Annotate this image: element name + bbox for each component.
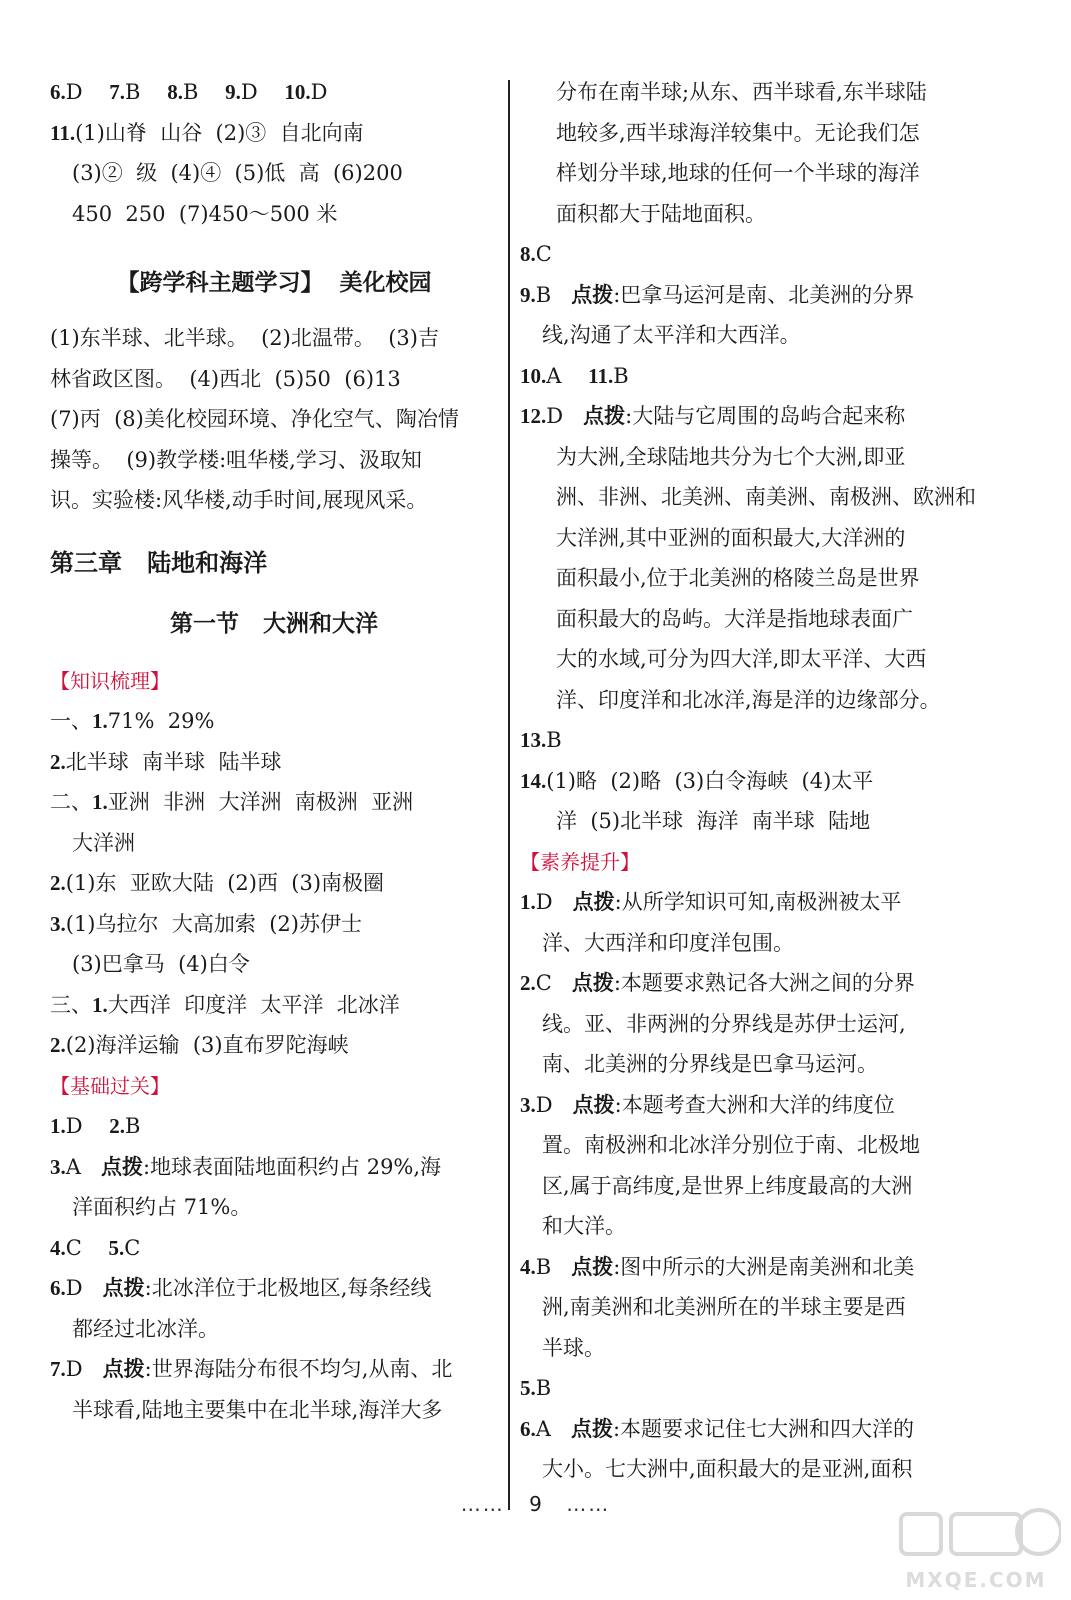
left-line: [50, 1066, 498, 1107]
text-segment: :大陆与它周围的岛屿合起来称: [625, 404, 906, 428]
item-number: 1.: [92, 790, 108, 814]
right-line: [520, 72, 972, 113]
item-number: 2.: [50, 749, 66, 774]
right-line: [520, 1004, 972, 1045]
item-number: 12.: [520, 404, 547, 428]
right-line: [520, 558, 972, 599]
right-line: [520, 356, 972, 397]
text-segment: D: [65, 1357, 103, 1381]
left-line: [50, 1106, 498, 1147]
text-segment: :世界海陆分布很不均匀,从南、北: [144, 1357, 453, 1381]
text-segment: :北冰洋位于北极地区,每条经线: [144, 1276, 432, 1300]
left-column: [50, 72, 498, 1430]
item-number: 7.: [109, 80, 126, 104]
item-number: 5.: [108, 1235, 125, 1260]
left-line: [50, 113, 498, 154]
right-line: [520, 923, 972, 964]
hint-label: 点拨: [572, 1092, 615, 1117]
right-line: [520, 234, 972, 275]
item-number: 1.: [50, 1114, 66, 1138]
item-number: 6.: [50, 1276, 66, 1300]
left-line: [50, 863, 498, 904]
text-segment: (1)乌拉尔 大高加索 (2)苏伊士: [65, 911, 362, 936]
text-segment: 450 250 (7)450～500 米: [72, 201, 338, 226]
text-segment: 半球。: [542, 1335, 605, 1360]
hint-label: 点拨: [572, 890, 615, 914]
column-divider: [508, 80, 510, 1510]
right-line: [520, 518, 972, 559]
text-segment: B: [546, 728, 562, 752]
text-segment: C: [535, 971, 572, 995]
text-segment: 三、: [50, 992, 92, 1017]
item-number: 6.: [520, 1416, 536, 1441]
text-segment: A: [65, 1154, 101, 1179]
text-segment: B: [535, 1254, 572, 1279]
right-line: [520, 1247, 972, 1288]
left-line: [50, 1147, 498, 1188]
right-line: [520, 1166, 972, 1207]
left-line: [50, 701, 498, 742]
item-number: 14.: [520, 768, 547, 793]
item-number: 7.: [50, 1357, 66, 1381]
text-segment: :本题考查大洲和大洋的纬度位: [614, 1092, 895, 1117]
right-line: [520, 842, 972, 883]
right-column: [520, 72, 976, 1490]
text-segment: 大洋洲,其中亚洲的面积最大,大洋洲的: [556, 525, 906, 550]
right-line: [520, 1328, 972, 1369]
left-line: [50, 72, 498, 113]
text-segment: 面积最小,位于北美洲的格陵兰岛是世界: [556, 566, 920, 590]
right-line: [520, 1085, 972, 1126]
text-segment: (3)② 级 (4)④ (5)低 高 (6)200: [72, 161, 403, 185]
text-segment: 样划分半球,地球的任何一个半球的海洋: [556, 161, 920, 185]
text-segment: 和大洋。: [542, 1214, 626, 1238]
hint-label: 点拨: [100, 1154, 143, 1179]
item-number: 8.: [167, 80, 183, 104]
text-segment: 北半球 南半球 陆半球: [65, 749, 282, 774]
text-segment: (2)海洋运输 (3)直布罗陀海峡: [65, 1033, 349, 1057]
text-segment: 洲,南美洲和北美洲所在的半球主要是西: [542, 1295, 906, 1319]
text-segment: 分布在南半球;从东、西半球看,东半球陆: [556, 80, 927, 104]
text-segment: 大西洋 印度洋 太平洋 北冰洋: [107, 992, 400, 1017]
item-number: 11.: [588, 363, 614, 388]
right-line: [520, 1287, 972, 1328]
left-line: [50, 1349, 498, 1390]
text-segment: A: [535, 1416, 571, 1441]
text-segment: B: [125, 1114, 141, 1138]
right-line: [520, 1125, 972, 1166]
left-line: [50, 823, 498, 864]
text-segment: 洋 (5)北半球 海洋 南半球 陆地: [556, 809, 871, 833]
text-segment: 操等。 (9)教学楼:咀华楼,学习、汲取知: [50, 447, 422, 472]
text-segment: 洲、非洲、北美洲、南美洲、南极洲、欧洲和: [556, 485, 976, 509]
text-segment: D: [65, 80, 110, 104]
left-line: [50, 593, 498, 655]
text-segment: D: [65, 1114, 110, 1138]
left-line: [50, 1187, 498, 1228]
text-segment: B: [182, 80, 226, 104]
item-number: 10.: [520, 363, 547, 388]
right-line: [520, 882, 972, 923]
item-number: 2.: [109, 1114, 126, 1138]
left-line: [50, 399, 498, 440]
item-number: 3.: [50, 1154, 66, 1179]
text-segment: :从所学知识可知,南极洲被太平: [614, 890, 902, 914]
left-line: [50, 153, 498, 194]
text-segment: B: [613, 363, 629, 388]
text-segment: 第一节 大洲和大洋: [169, 610, 379, 637]
text-segment: (3)巴拿马 (4)白令: [72, 952, 250, 976]
text-segment: (1)略 (2)略 (3)白令海峡 (4)太平: [546, 768, 874, 793]
item-number: 2.: [520, 971, 536, 995]
text-segment: 大小。七大洲中,面积最大的是亚洲,面积: [542, 1457, 913, 1481]
text-segment: 置。南极洲和北冰洋分别位于南、北极地: [542, 1133, 920, 1157]
left-line: [50, 533, 498, 593]
hint-label: 点拨: [583, 404, 626, 428]
left-line: [50, 440, 498, 481]
left-line: [50, 904, 498, 945]
right-line: [520, 761, 972, 802]
right-line: [520, 396, 972, 437]
left-line: [50, 944, 498, 985]
text-segment: 71% 29%: [107, 709, 215, 733]
section-tag: 【素养提升】: [520, 849, 640, 874]
item-number: 9.: [225, 80, 241, 104]
left-line: [50, 1025, 498, 1066]
hint-label: 点拨: [571, 1254, 614, 1279]
item-number: 13.: [520, 728, 547, 752]
text-segment: A: [546, 363, 589, 388]
item-number: 10.: [284, 80, 311, 104]
text-segment: B: [535, 1376, 552, 1400]
hint-label: 点拨: [102, 1357, 145, 1381]
text-segment: 都经过北冰洋。: [72, 1316, 219, 1341]
text-segment: D: [535, 1092, 573, 1117]
left-line: [50, 318, 498, 359]
item-number: 1.: [520, 890, 536, 914]
left-line: [50, 194, 498, 235]
text-segment: D: [310, 80, 328, 104]
text-segment: D: [65, 1276, 103, 1300]
item-number: 2.: [50, 871, 66, 895]
hint-label: 点拨: [570, 1416, 613, 1441]
text-segment: :图中所示的大洲是南美洲和北美: [613, 1254, 915, 1279]
left-line: [50, 1390, 498, 1431]
section-tag: 【知识梳理】: [50, 668, 170, 693]
item-number: 3.: [520, 1092, 536, 1117]
hint-label: 点拨: [102, 1276, 145, 1300]
right-line: [520, 963, 972, 1004]
item-number: 2.: [50, 1033, 66, 1057]
text-segment: 一、: [50, 709, 92, 733]
right-line: [520, 1206, 972, 1247]
text-segment: C: [535, 242, 552, 266]
item-number: 1.: [92, 709, 108, 733]
text-segment: 二、: [50, 790, 92, 814]
right-line: [520, 1409, 972, 1450]
right-line: [520, 275, 972, 316]
section-tag: 【基础过关】: [50, 1073, 170, 1098]
text-segment: D: [546, 404, 584, 428]
right-line: [520, 1449, 972, 1490]
text-segment: 大的水域,可分为四大洋,即太平洋、大西: [556, 647, 927, 671]
item-number: 11.: [50, 120, 76, 145]
text-segment: 半球看,陆地主要集中在北半球,海洋大多: [72, 1397, 443, 1422]
item-number: 8.: [520, 242, 536, 266]
text-segment: 地较多,西半球海洋较集中。无论我们怎: [556, 120, 920, 145]
text-segment: 第三章 陆地和海洋: [50, 548, 268, 577]
footer-dots-left: ……: [460, 1492, 505, 1516]
watermark-logo: [891, 1502, 1061, 1592]
left-line: [50, 1268, 498, 1309]
text-segment: 南、北美洲的分界线是巴拿马运河。: [542, 1052, 878, 1076]
text-segment: (1)东半球、北半球。 (2)北温带。 (3)吉: [50, 326, 439, 350]
text-segment: 面积最大的岛屿。大洋是指地球表面广: [556, 606, 913, 631]
right-line: [520, 720, 972, 761]
text-segment: 区,属于高纬度,是世界上纬度最高的大洲: [542, 1173, 913, 1198]
left-line: [50, 248, 498, 318]
text-segment: :地球表面陆地面积约占 29%,海: [142, 1154, 442, 1179]
right-line: [520, 194, 972, 235]
left-line: [50, 359, 498, 400]
left-line: [50, 782, 498, 823]
footer-dots-right: ……: [566, 1492, 611, 1516]
left-line: [50, 480, 498, 521]
item-number: 4.: [520, 1254, 536, 1279]
watermark-text: MXQE.COM: [905, 1568, 1047, 1592]
left-line: [50, 1228, 498, 1269]
left-line: [50, 742, 498, 783]
right-line: [520, 477, 976, 518]
right-line: [520, 153, 972, 194]
text-segment: 线。亚、非两洲的分界线是苏伊士运河,: [542, 1011, 906, 1036]
text-segment: (7)丙 (8)美化校园环境、净化空气、陶冶情: [50, 407, 459, 431]
item-number: 4.: [50, 1235, 66, 1260]
item-number: 6.: [50, 80, 66, 104]
text-segment: (1)东 亚欧大陆 (2)西 (3)南极圈: [65, 871, 385, 895]
text-segment: C: [124, 1235, 141, 1260]
text-segment: (1)山脊 山谷 (2)③ 自北向南: [75, 120, 364, 145]
right-line: [520, 1368, 972, 1409]
left-line: [50, 1309, 498, 1350]
text-segment: :本题要求记住七大洲和四大洋的: [612, 1416, 915, 1441]
right-line: [520, 315, 972, 356]
text-segment: D: [240, 80, 285, 104]
text-segment: 大洋洲: [72, 830, 135, 855]
item-number: 9.: [520, 282, 536, 307]
watermark-icon: [891, 1502, 1061, 1572]
text-segment: 面积都大于陆地面积。: [556, 201, 766, 226]
left-line: [50, 661, 498, 702]
text-segment: :巴拿马运河是南、北美洲的分界: [613, 282, 915, 307]
text-segment: B: [125, 80, 168, 104]
text-segment: 线,沟通了太平洋和大西洋。: [542, 323, 801, 347]
hint-label: 点拨: [571, 971, 614, 995]
text-segment: 洋面积约占 71%。: [72, 1195, 252, 1219]
right-line: [520, 1044, 972, 1085]
page-number: 9: [529, 1492, 542, 1516]
right-line: [520, 801, 972, 842]
right-line: [520, 680, 972, 721]
hint-label: 点拨: [571, 282, 614, 307]
text-segment: D: [535, 890, 573, 914]
left-line: [50, 985, 498, 1026]
item-number: 1.: [92, 992, 108, 1017]
text-segment: 林省政区图。 (4)西北 (5)50 (6)13: [50, 366, 401, 391]
right-line: [520, 639, 972, 680]
right-line: [520, 437, 972, 478]
right-line: [520, 113, 972, 154]
item-number: 3.: [50, 911, 66, 936]
text-segment: 洋、大西洋和印度洋包围。: [542, 930, 794, 955]
text-segment: 亚洲 非洲 大洋洲 南极洲 亚洲: [107, 790, 414, 814]
text-segment: C: [65, 1235, 109, 1260]
text-segment: 为大洲,全球陆地共分为七个大洲,即亚: [556, 444, 906, 469]
item-number: 5.: [520, 1376, 536, 1400]
text-segment: 【跨学科主题学习】 美化校园: [116, 270, 432, 296]
text-segment: B: [535, 282, 572, 307]
text-segment: 识。实验楼:风华楼,动手时间,展现风采。: [50, 488, 428, 512]
right-line: [520, 599, 972, 640]
text-segment: :本题要求熟记各大洲之间的分界: [613, 971, 915, 995]
text-segment: 洋、印度洋和北冰洋,海是洋的边缘部分。: [556, 687, 941, 712]
